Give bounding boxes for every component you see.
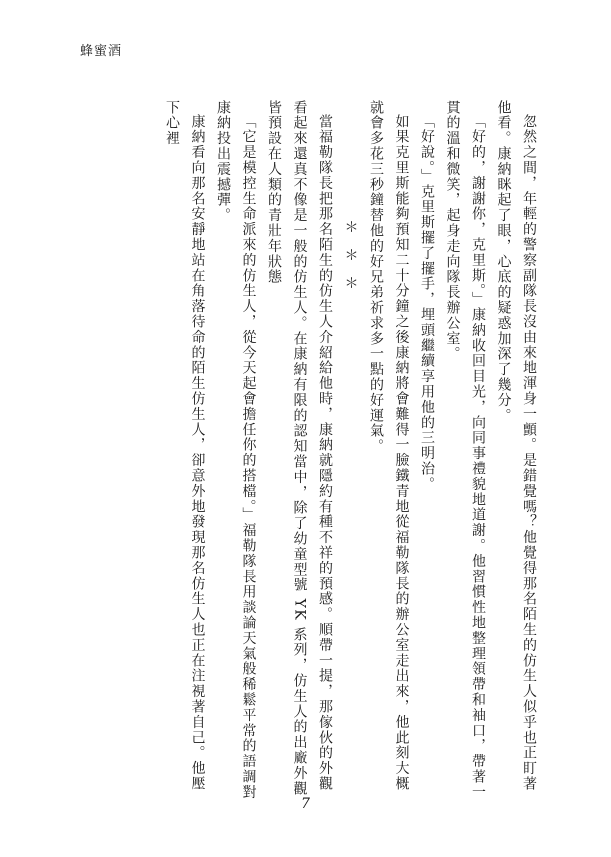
vertical-body-text bbox=[71, 100, 541, 800]
paragraph: 如果克里斯能夠預知二十分鐘之後康納將會難得一臉鐵青地從福勒隊長的辦公室走出來，他此刻大概就會多花三秒鐘替他的好兄弟祈求多一點的好運氣。 bbox=[368, 100, 410, 792]
scene-separator: ＊＊＊ bbox=[342, 220, 359, 304]
page-number: 7 bbox=[301, 796, 310, 812]
running-header: 蜂蜜酒 bbox=[80, 44, 123, 59]
paragraph: 「好說。」克里斯擺了擺手，埋頭繼續享用他的三明治。 bbox=[419, 114, 435, 492]
paragraph: 忽然之間，年輕的警察副隊長沒由來地渾身一顫。是錯覺嗎？他覺得那名陌生的仿生人似乎也正盯著他看。康納眯起了眼，心底的疑惑加深了幾分。 bbox=[495, 100, 537, 792]
paragraph: 「好的，謝謝你，克里斯。」康納收回目光，向同事禮貌地道謝。他習慣性地整理領帶和袖口，帶著一貫的溫和微笑，起身走向隊長辦公室。 bbox=[444, 100, 486, 800]
paragraph: 康納看向那名安靜地站在角落待命的陌生仿生人，卻意外地發現那名仿生人也正在注視著自己。他壓下心裡 bbox=[164, 100, 206, 792]
paragraph: 當福勒隊長把那名陌生的仿生人介紹給他時，康納就隱約有種不祥的預感。順帶一提，那傢伙的外觀看起來還真不像是一般的仿生人。在康納有限的認知當中，除了幼童型號 YK 系列，仿生人的出廠外觀皆預設在人類的青壯年狀態 bbox=[266, 100, 333, 797]
paragraph: 「它是模控生命派來的仿生人，從今天起會擔任你的搭檔。」福勒隊長用談論天氣般稀鬆平常的語調對康納投出震撼彈。 bbox=[215, 100, 257, 800]
